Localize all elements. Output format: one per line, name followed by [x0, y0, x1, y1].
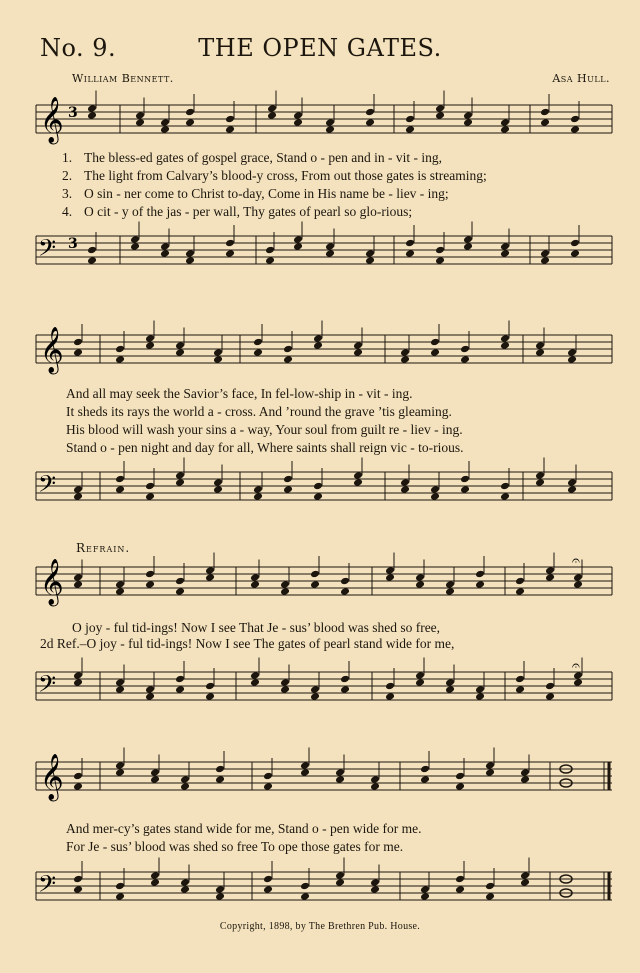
note-head — [540, 108, 550, 117]
note-head — [435, 111, 445, 120]
note-head — [253, 348, 263, 357]
hymn-title: THE OPEN GATES. — [198, 34, 442, 62]
note-head — [573, 580, 583, 589]
note-head — [280, 678, 290, 687]
note-head — [73, 485, 83, 494]
note-head — [353, 478, 363, 487]
note-head — [310, 570, 320, 579]
note-head — [475, 692, 485, 701]
note-head — [145, 341, 155, 350]
note-head — [280, 685, 290, 694]
note-head — [293, 235, 303, 244]
note-head — [475, 570, 485, 579]
note-head — [160, 242, 170, 251]
note-head — [283, 475, 293, 484]
note-head — [115, 768, 125, 777]
note-head — [540, 118, 550, 127]
note-head — [300, 768, 310, 777]
note-head — [185, 108, 195, 117]
note-head — [253, 338, 263, 347]
refrain-label: Refrain. — [76, 541, 131, 555]
note-head — [160, 249, 170, 258]
note-head — [463, 235, 473, 244]
note-head — [135, 118, 145, 127]
note-head — [213, 348, 223, 357]
note-head — [570, 249, 580, 258]
note-head — [213, 478, 223, 487]
note-head — [283, 355, 293, 364]
verse-line: Stand o - pen night and day for all, Where saints shall reign vic - to-rious. — [66, 440, 464, 455]
note-head — [500, 341, 510, 350]
note-head — [570, 125, 580, 134]
note-head — [263, 782, 273, 791]
note-head — [313, 492, 323, 501]
bass-clef-icon: 𝄢 — [38, 234, 57, 267]
note-head — [205, 573, 215, 582]
note-head — [115, 345, 125, 354]
note-head — [175, 685, 185, 694]
verse-line: 3. O sin - ner come to Christ to-day, Come in His name be - liev - ing; — [62, 186, 449, 201]
note-head — [145, 492, 155, 501]
note-head — [150, 878, 160, 887]
note-head — [115, 580, 125, 589]
treble-staff-system-1 — [0, 95, 640, 145]
refrain-line: 2d Ref.–O joy - ful tid-ings! Now I see The gates of pearl stand wide for me, — [40, 636, 455, 651]
note-head — [267, 111, 277, 120]
note-head — [430, 338, 440, 347]
note-head — [300, 761, 310, 770]
note-head — [175, 577, 185, 586]
note-head — [145, 482, 155, 491]
note-head — [160, 125, 170, 134]
note-head — [420, 775, 430, 784]
note-head — [215, 885, 225, 894]
note-head — [175, 675, 185, 684]
bass-staff-system-3 — [0, 660, 640, 715]
note-head — [340, 675, 350, 684]
note-head — [340, 685, 350, 694]
bass-clef-icon: 𝄢 — [38, 670, 57, 703]
note-head — [420, 765, 430, 774]
note-head — [335, 871, 345, 880]
note-head — [310, 580, 320, 589]
note-head — [265, 246, 275, 255]
note-head — [370, 782, 380, 791]
note-head — [225, 249, 235, 258]
note-head — [87, 256, 97, 265]
note-head — [500, 249, 510, 258]
verse-line: His blood will wash your sins a - way, Your soul from guilt re - liev - ing. — [66, 422, 463, 437]
note-head — [535, 348, 545, 357]
treble-clef-icon: 𝄞 — [40, 559, 64, 605]
note-head — [500, 125, 510, 134]
svg-text:3: 3 — [68, 236, 78, 252]
bass-staff-system-4 — [0, 860, 640, 915]
note-head — [73, 678, 83, 687]
verse-line: 1. The bless-ed gates of gospel grace, Stand o - pen and in - vit - ing, — [62, 150, 443, 165]
note-head — [515, 685, 525, 694]
note-head — [130, 235, 140, 244]
note-head — [225, 115, 235, 124]
svg-text:3: 3 — [68, 105, 78, 121]
note-head — [445, 685, 455, 694]
note-head — [370, 878, 380, 887]
note-head — [385, 566, 395, 575]
treble-clef-icon: 𝄞 — [40, 97, 64, 143]
note-head — [545, 566, 555, 575]
note-head — [225, 125, 235, 134]
note-head — [115, 587, 125, 596]
note-head — [520, 775, 530, 784]
note-head — [265, 256, 275, 265]
note-head — [420, 892, 430, 901]
note-head — [267, 104, 277, 113]
note-head — [400, 348, 410, 357]
note-head — [460, 345, 470, 354]
note-head — [545, 692, 555, 701]
note-head — [73, 782, 83, 791]
note-head — [283, 345, 293, 354]
note-head — [455, 772, 465, 781]
note-head — [455, 875, 465, 884]
note-head — [175, 587, 185, 596]
note-head — [145, 334, 155, 343]
note-head — [263, 772, 273, 781]
note-head — [430, 348, 440, 357]
note-head — [185, 118, 195, 127]
note-head — [115, 678, 125, 687]
note-head — [325, 242, 335, 251]
note-head — [545, 573, 555, 582]
note-head — [115, 685, 125, 694]
note-head — [545, 682, 555, 691]
note-head — [435, 256, 445, 265]
note-head — [435, 246, 445, 255]
note-head — [455, 885, 465, 894]
lyricist-credit: William Bennett. — [72, 72, 174, 85]
note-head — [145, 570, 155, 579]
composer-credit: Asa Hull. — [552, 72, 610, 85]
hymn-number: No. 9. — [40, 34, 117, 62]
refrain-line: O joy - ful tid-ings! Now I see That Je - sus’ blood was shed so free, — [72, 620, 441, 635]
note-head — [370, 775, 380, 784]
note-head — [115, 882, 125, 891]
copyright-notice: Copyright, 1898, by The Brethren Pub. House. — [219, 921, 421, 932]
note-head — [293, 111, 303, 120]
note-head — [73, 492, 83, 501]
note-head — [567, 348, 577, 357]
note-head — [365, 249, 375, 258]
note-head — [180, 878, 190, 887]
note-head — [445, 580, 455, 589]
note-head — [335, 775, 345, 784]
note-head — [253, 492, 263, 501]
note-head — [185, 249, 195, 258]
note-head — [145, 580, 155, 589]
note-head — [500, 492, 510, 501]
note-head — [205, 566, 215, 575]
note-head — [73, 671, 83, 680]
note-head — [313, 334, 323, 343]
note-head — [400, 485, 410, 494]
note-head — [385, 573, 395, 582]
note-head — [567, 485, 577, 494]
note-head — [300, 892, 310, 901]
note-head — [485, 768, 495, 777]
note-head — [540, 256, 550, 265]
note-head — [135, 111, 145, 120]
note-head — [485, 882, 495, 891]
note-head — [515, 675, 525, 684]
note-head — [215, 765, 225, 774]
treble-staff-system-2 — [0, 325, 640, 375]
treble-clef-icon: 𝄞 — [40, 327, 64, 373]
note-head — [213, 355, 223, 364]
note-head — [365, 118, 375, 127]
note-head — [415, 678, 425, 687]
note-head — [540, 249, 550, 258]
treble-staff-system-3 — [0, 553, 640, 607]
note-head — [340, 577, 350, 586]
note-head — [73, 875, 83, 884]
refrain-line: For Je - sus’ blood was shed so free To ope those gates for me. — [66, 839, 404, 854]
note-head — [573, 573, 583, 582]
note-head — [150, 768, 160, 777]
note-head — [160, 118, 170, 127]
note-head — [185, 256, 195, 265]
note-head — [87, 111, 97, 120]
note-head — [535, 341, 545, 350]
note-head — [353, 341, 363, 350]
note-head — [250, 580, 260, 589]
bass-staff-system-1 — [0, 224, 640, 279]
note-head — [335, 878, 345, 887]
note-head — [520, 768, 530, 777]
note-head — [463, 118, 473, 127]
note-head — [250, 678, 260, 687]
note-head — [405, 239, 415, 248]
note-head — [567, 478, 577, 487]
note-head — [485, 761, 495, 770]
note-head — [515, 587, 525, 596]
treble-clef-icon: 𝄞 — [40, 754, 64, 800]
note-head — [400, 355, 410, 364]
note-head — [213, 485, 223, 494]
treble-staff-system-4 — [0, 752, 640, 802]
note-head — [435, 104, 445, 113]
note-head — [365, 108, 375, 117]
note-head — [205, 682, 215, 691]
fermata-icon: 𝄐 — [572, 658, 580, 674]
note-head — [485, 892, 495, 901]
verse-line: 4. O cit - y of the jas - per wall, Thy gates of pearl so glo-rious; — [62, 204, 413, 219]
verse-line: It sheds its rays the world a - cross. And ’round the grave ’tis gleaming. — [66, 404, 452, 419]
note-head — [145, 692, 155, 701]
note-head — [463, 242, 473, 251]
note-head — [283, 485, 293, 494]
note-head — [175, 471, 185, 480]
note-head — [520, 878, 530, 887]
note-head — [500, 334, 510, 343]
note-head — [405, 249, 415, 258]
note-head — [455, 782, 465, 791]
note-head — [180, 782, 190, 791]
note-head — [280, 587, 290, 596]
note-head — [515, 577, 525, 586]
note-head — [405, 125, 415, 134]
note-head — [250, 573, 260, 582]
note-head — [460, 355, 470, 364]
note-head — [385, 692, 395, 701]
fermata-icon: 𝄐 — [572, 553, 580, 569]
note-head — [570, 239, 580, 248]
note-head — [215, 775, 225, 784]
note-head — [475, 685, 485, 694]
note-head — [430, 485, 440, 494]
note-head — [300, 882, 310, 891]
note-head — [570, 115, 580, 124]
note-head — [420, 885, 430, 894]
note-head — [460, 485, 470, 494]
note-head — [175, 348, 185, 357]
note-head — [500, 118, 510, 127]
verse-line: 2. The light from Calvary’s blood-y cross, From out those gates is streaming; — [62, 168, 487, 183]
note-head — [280, 580, 290, 589]
note-head — [215, 892, 225, 901]
note-head — [335, 768, 345, 777]
note-head — [180, 885, 190, 894]
note-head — [293, 118, 303, 127]
note-head — [73, 338, 83, 347]
verse-line: And all may seek the Savior’s face, In fel-low-ship in - vit - ing. — [66, 386, 413, 401]
note-head — [310, 692, 320, 701]
note-head — [340, 587, 350, 596]
note-head — [500, 242, 510, 251]
note-head — [293, 242, 303, 251]
note-head — [263, 885, 273, 894]
note-head — [475, 580, 485, 589]
note-head — [325, 249, 335, 258]
bass-clef-icon: 𝄢 — [38, 470, 57, 503]
note-head — [263, 875, 273, 884]
note-head — [365, 256, 375, 265]
note-head — [87, 104, 97, 113]
note-head — [310, 685, 320, 694]
note-head — [415, 580, 425, 589]
note-head — [73, 348, 83, 357]
note-head — [73, 580, 83, 589]
note-head — [115, 355, 125, 364]
note-head — [567, 355, 577, 364]
note-head — [145, 685, 155, 694]
note-head — [385, 682, 395, 691]
note-head — [313, 482, 323, 491]
note-head — [535, 471, 545, 480]
note-head — [253, 485, 263, 494]
note-head — [573, 678, 583, 687]
note-head — [353, 348, 363, 357]
note-head — [400, 478, 410, 487]
note-head — [115, 892, 125, 901]
note-head — [250, 671, 260, 680]
note-head — [73, 772, 83, 781]
note-head — [520, 871, 530, 880]
note-head — [150, 775, 160, 784]
note-head — [463, 111, 473, 120]
bass-staff-system-2 — [0, 460, 640, 515]
note-head — [205, 692, 215, 701]
note-head — [130, 242, 140, 251]
note-head — [175, 478, 185, 487]
note-head — [175, 341, 185, 350]
note-head — [150, 871, 160, 880]
note-head — [325, 118, 335, 127]
note-head — [313, 341, 323, 350]
note-head — [415, 671, 425, 680]
note-head — [535, 478, 545, 487]
bass-clef-icon: 𝄢 — [38, 870, 57, 903]
note-head — [325, 125, 335, 134]
note-head — [370, 885, 380, 894]
note-head — [115, 475, 125, 484]
note-head — [180, 775, 190, 784]
note-head — [87, 246, 97, 255]
note-head — [500, 482, 510, 491]
note-head — [445, 678, 455, 687]
note-head — [73, 573, 83, 582]
note-head — [115, 485, 125, 494]
note-head — [225, 239, 235, 248]
note-head — [405, 115, 415, 124]
note-head — [460, 475, 470, 484]
note-head — [73, 885, 83, 894]
note-head — [115, 761, 125, 770]
note-head — [353, 471, 363, 480]
refrain-line: And mer-cy’s gates stand wide for me, Stand o - pen wide for me. — [66, 821, 422, 836]
note-head — [415, 573, 425, 582]
note-head — [445, 587, 455, 596]
note-head — [430, 492, 440, 501]
